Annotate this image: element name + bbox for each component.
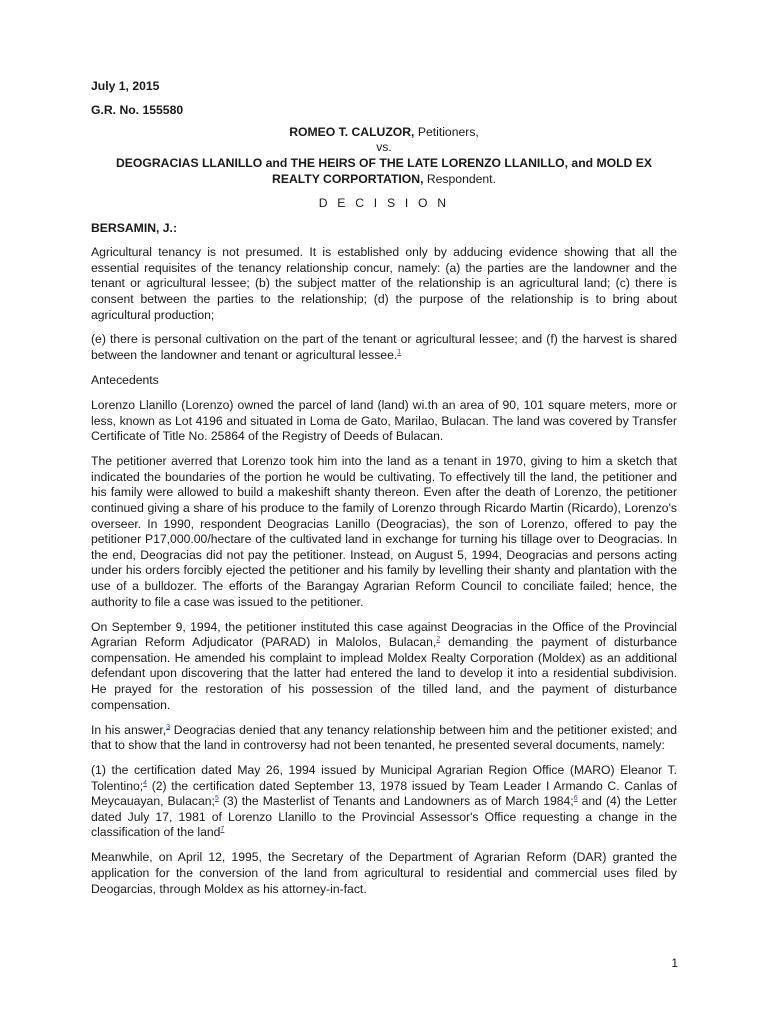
paragraph-3: Lorenzo Llanillo (Lorenzo) owned the parcel of land (land) wi.th an area of 90, 101 square meters, more or less, known as Lot 4196 and situated in Loma de Gato, Marilao, Bulacan. The land was covered by Transfer Certificate of Title No. 25864 of the Registry of Deeds of Bulacan. xyxy=(91,398,677,444)
paragraph-7-text-a: (1) the certification dated May 26, 1994 issued by Municipal Agrarian Region Office (MARO) Eleanor T. Tolentino; xyxy=(91,763,677,793)
versus-label: vs. xyxy=(376,140,392,155)
decision-heading: D E C I S I O N xyxy=(318,195,450,210)
paragraph-1: Agricultural tenancy is not presumed. It is established only by adducing evidence showing that all the essential requisites of the tenancy relationship concur, namely: (a) the parties are the landowner and the tenant or agricultural lessee; (b) the subject matter of the relationship is an agricultural land; (c) there is consent between the parties to the relationship; (d) the purpose of the relationship is to bring about agricultural production; xyxy=(91,245,677,322)
footnote-link-6[interactable]: 6 xyxy=(573,795,578,803)
antecedents-heading: Antecedents xyxy=(91,373,159,388)
case-number: G.R. No. 155580 xyxy=(91,103,184,118)
paragraph-7-text-d: and (4) the Letter dated July 17, 1981 of Lorenzo Llanillo to the Provincial Assessor's Office requesting a change in the classification of the land xyxy=(91,794,677,840)
paragraph-5-text-b: demanding the payment of disturbance compensation. He amended his complaint to implead Moldex Realty Corporation (Moldex) as an additional defendant upon discovering that the latter had entered the land to develop it into a residential subdivision. He prayed for the restoration of his possession of the tilled land, and the payment of disturbance compensation. xyxy=(91,635,677,712)
ponente: BERSAMIN, J.: xyxy=(91,220,177,235)
paragraph-5 xyxy=(91,620,677,714)
respondent-line xyxy=(91,156,677,187)
respondent-name: DEOGRACIAS LLANILLO and THE HEIRS OF THE LATE LORENZO LLANILLO, and MOLD EX REALTY CORPORTATION, xyxy=(115,155,652,186)
decision-date: July 1, 2015 xyxy=(91,79,160,93)
page-number: 1 xyxy=(671,956,678,970)
footnote-link-7[interactable]: 7 xyxy=(220,826,225,834)
case-caption xyxy=(91,125,677,187)
paragraph-6 xyxy=(91,723,677,754)
paragraph-6-text-a: In his answer, xyxy=(91,722,167,737)
paragraph-7 xyxy=(91,763,677,841)
footnote-link-4[interactable]: 4 xyxy=(143,779,148,787)
footnote-link-3[interactable]: 3 xyxy=(166,723,171,731)
footnote-link-1[interactable]: 1 xyxy=(397,349,402,357)
paragraph-2 xyxy=(91,332,677,363)
petitioner-name: ROMEO T. CALUZOR, xyxy=(289,124,415,139)
paragraph-7-text-c: (3) the Masterlist of Tenants and Landowners as of March 1984; xyxy=(218,794,574,809)
respondent-role: Respondent. xyxy=(423,171,496,186)
paragraph-6-text-b: Deogracias denied that any tenancy relationship between him and the petitioner existed; and that to show that the land in controversy had not been tenanted, he presented several documents, namely: xyxy=(91,722,677,753)
paragraph-4: The petitioner averred that Lorenzo took him into the land as a tenant in 1970, giving to him a sketch that indicated the boundaries of the portion he would be cultivating. To effectively till the land, the petitioner and his family were allowed to build a makeshift shanty thereon. Even after the death of Lorenzo, the petitioner continued giving a share of his produce to the family of Lorenzo through Ricardo Martin (Ricardo), Lorenzo's overseer. In 1990, respondent Deogracias Lanillo (Deogracias), the son of Lorenzo, offered to pay the petitioner P17,000.00/hectare of the cultivated land in exchange for turning his tillage over to Deogracias. In the end, Deogracias did not pay the petitioner. Instead, on August 5, 1994, Deogracias and persons acting under his orders forcibly ejected the petitioner and his family by levelling their shanty and plantation with the use of a bulldozer. The efforts of the Barangay Agrarian Reform Council to conciliate failed; hence, the authority to file a case was issued to the petitioner. xyxy=(91,454,677,609)
paragraph-5-text-a: On September 9, 1994, the petitioner instituted this case against Deogracias in the Office of the Provincial Agrarian Reform Adjudicator (PARAD) in Malolos, Bulacan, xyxy=(91,619,677,650)
paragraph-7-text-b: (2) the certification dated September 13, 1978 issued by Team Leader I Armando C. Canlas of Meycauayan, Bulacan; xyxy=(91,778,677,809)
petitioner-line xyxy=(91,125,677,141)
paragraph-8: Meanwhile, on April 12, 1995, the Secretary of the Department of Agrarian Reform (DAR) granted the application for the conversion of the land from agricultural to residential and commercial uses filed by Deogarcias, through Moldex as his attorney-in-fact. xyxy=(91,850,677,896)
paragraph-2-text: (e) there is personal cultivation on the part of the tenant or agricultural lessee; and (f) the harvest is shared between the landowner and tenant or agricultural lessee. xyxy=(91,332,677,363)
footnote-link-5[interactable]: 5 xyxy=(214,795,219,803)
footnote-link-2[interactable]: 2 xyxy=(436,636,441,644)
petitioner-role: Petitioners, xyxy=(414,124,479,139)
